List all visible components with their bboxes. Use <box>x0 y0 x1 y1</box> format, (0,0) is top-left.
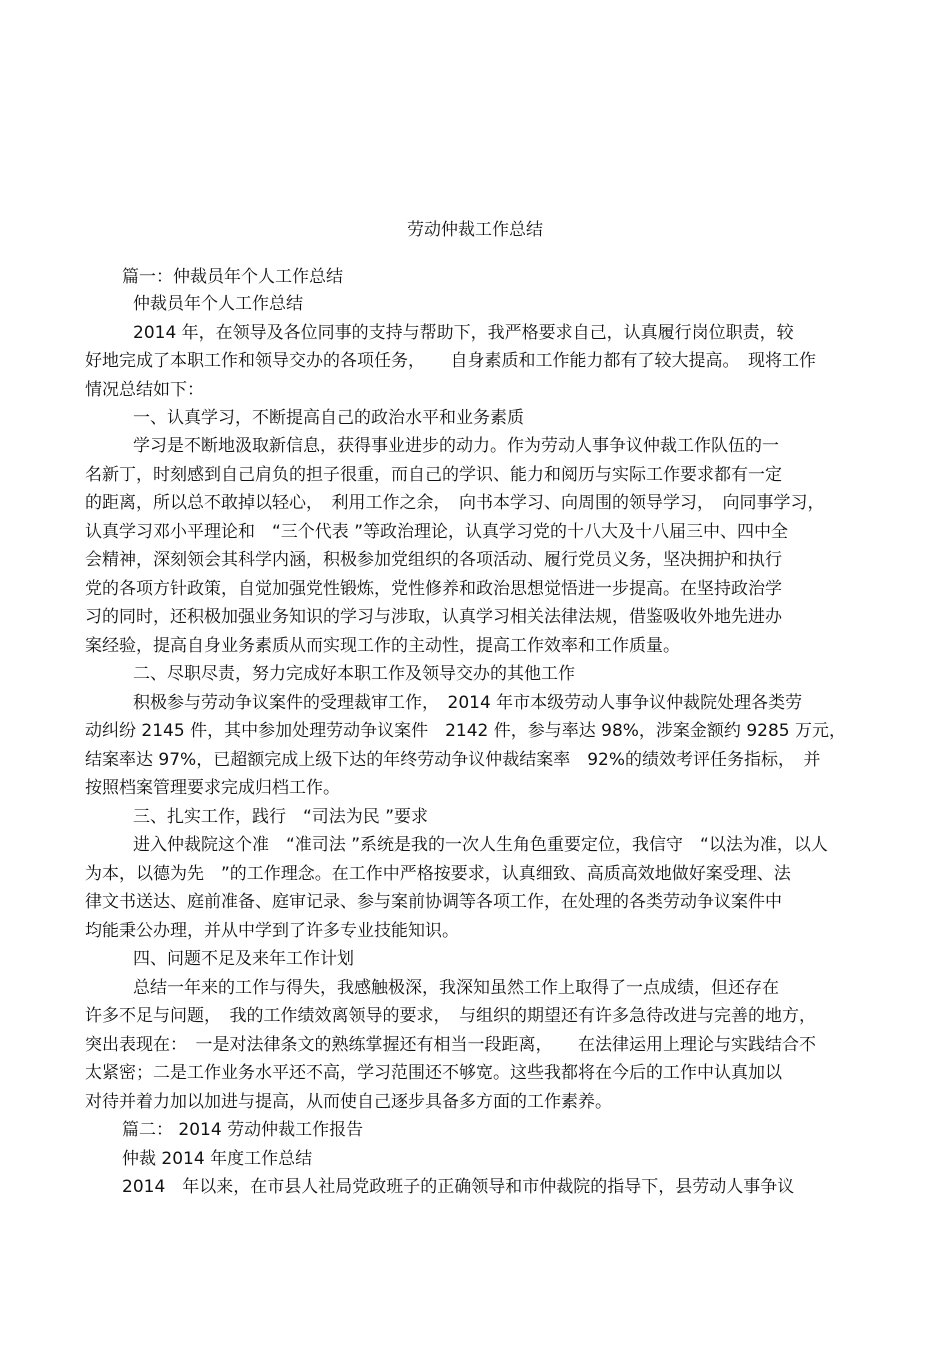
section-heading-part-two: 篇二： 2014 劳动仲裁工作报告 <box>122 1120 364 1140</box>
document-title: 劳动仲裁工作总结 <box>407 220 543 240</box>
section-heading: 一、认真学习，不断提高自己的政治水平和业务素质 <box>133 408 524 428</box>
paragraph-line: 结案率达 97%，已超额完成上级下达的年终劳动争议仲裁结案率 92%的绩效考评任务指标， 并 <box>85 750 821 770</box>
paragraph-line: 律文书送达、庭前准备、庭审记录、参与案前协调等各项工作，在处理的各类劳动争议案件中 <box>85 892 782 912</box>
paragraph-line: 为本，以德为先 ”的工作理念。在工作中严格按要求，认真细致、高质高效地做好案受理、法 <box>85 864 791 884</box>
paragraph-line: 好地完成了本职工作和领导交办的各项任务， 自身素质和工作能力都有了较大提高。 现将工作 <box>85 351 816 371</box>
paragraph-line: 许多不足与问题， 我的工作绩效离领导的要求， 与组织的期望还有许多急待改进与完善的地方， <box>85 1006 816 1026</box>
paragraph-line: 对待并着力加以加进与提高，从而使自己逐步具备多方面的工作素养。 <box>85 1092 612 1112</box>
section-heading: 二、尽职尽责，努力完成好本职工作及领导交办的其他工作 <box>133 664 575 684</box>
paragraph-line: 按照档案管理要求完成归档工作。 <box>85 778 340 798</box>
section-heading: 三、扎实工作，践行 “司法为民 ”要求 <box>133 807 429 827</box>
paragraph-line: 均能秉公办理，并从中学到了许多专业技能知识。 <box>85 921 459 941</box>
paragraph-line: 积极参与劳动争议案件的受理裁审工作， 2014 年市本级劳动人事争议仲裁院处理各类劳 <box>133 693 803 713</box>
paragraph-line: 会精神，深刻领会其科学内涵，积极参加党组织的各项活动、履行党员义务，坚决拥护和执行 <box>85 550 782 570</box>
section-heading: 四、问题不足及来年工作计划 <box>133 949 354 969</box>
subtitle: 仲裁 2014 年度工作总结 <box>122 1149 313 1169</box>
paragraph-line: 学习是不断地汲取新信息，获得事业进步的动力。作为劳动人事争议仲裁工作队伍的一 <box>133 436 779 456</box>
paragraph-line: 突出表现在： 一是对法律条文的熟练掌握还有相当一段距离， 在法律运用上理论与实践结合不 <box>85 1035 816 1055</box>
section-heading-part-one: 篇一：仲裁员年个人工作总结 <box>122 267 343 287</box>
subtitle: 仲裁员年个人工作总结 <box>133 294 303 314</box>
paragraph-line: 进入仲裁院这个准 “准司法 ”系统是我的一次人生角色重要定位，我信守 “以法为准，以人 <box>133 835 828 855</box>
paragraph-line: 太紧密；二是工作业务水平还不高，学习范围还不够宽。这些我都将在今后的工作中认真加以 <box>85 1063 782 1083</box>
paragraph-line: 2014 年，在领导及各位同事的支持与帮助下，我严格要求自己，认真履行岗位职责，较 <box>133 323 794 343</box>
paragraph-line: 2014 年以来，在市县人社局党政班子的正确领导和市仲裁院的指导下，县劳动人事争议 <box>122 1177 795 1197</box>
paragraph-line: 动纠纷 2145 件，其中参加处理劳动争议案件 2142 件，参与率达 98%，涉案金额约 9285 万元， <box>85 721 846 741</box>
paragraph-line: 总结一年来的工作与得失，我感触极深，我深知虽然工作上取得了一点成绩，但还存在 <box>133 978 779 998</box>
paragraph-line: 党的各项方针政策，自觉加强党性锻炼，党性修养和政治思想觉悟进一步提高。在坚持政治学 <box>85 579 782 599</box>
paragraph-line: 名新丁，时刻感到自己肩负的担子很重，而自己的学识、能力和阅历与实际工作要求都有一定 <box>85 465 782 485</box>
paragraph-line: 案经验，提高自身业务素质从而实现工作的主动性，提高工作效率和工作质量。 <box>85 636 680 656</box>
paragraph-line: 认真学习邓小平理论和 “三个代表 ”等政治理论，认真学习党的十八大及十八届三中、四中全 <box>85 522 789 542</box>
paragraph-line: 的距离，所以总不敢掉以轻心， 利用工作之余， 向书本学习、向周围的领导学习， 向同事学习， <box>85 493 825 513</box>
paragraph-line: 习的同时，还积极加强业务知识的学习与涉取，认真学习相关法律法规，借鉴吸收外地先进办 <box>85 607 782 627</box>
paragraph-line: 情况总结如下： <box>85 380 204 400</box>
